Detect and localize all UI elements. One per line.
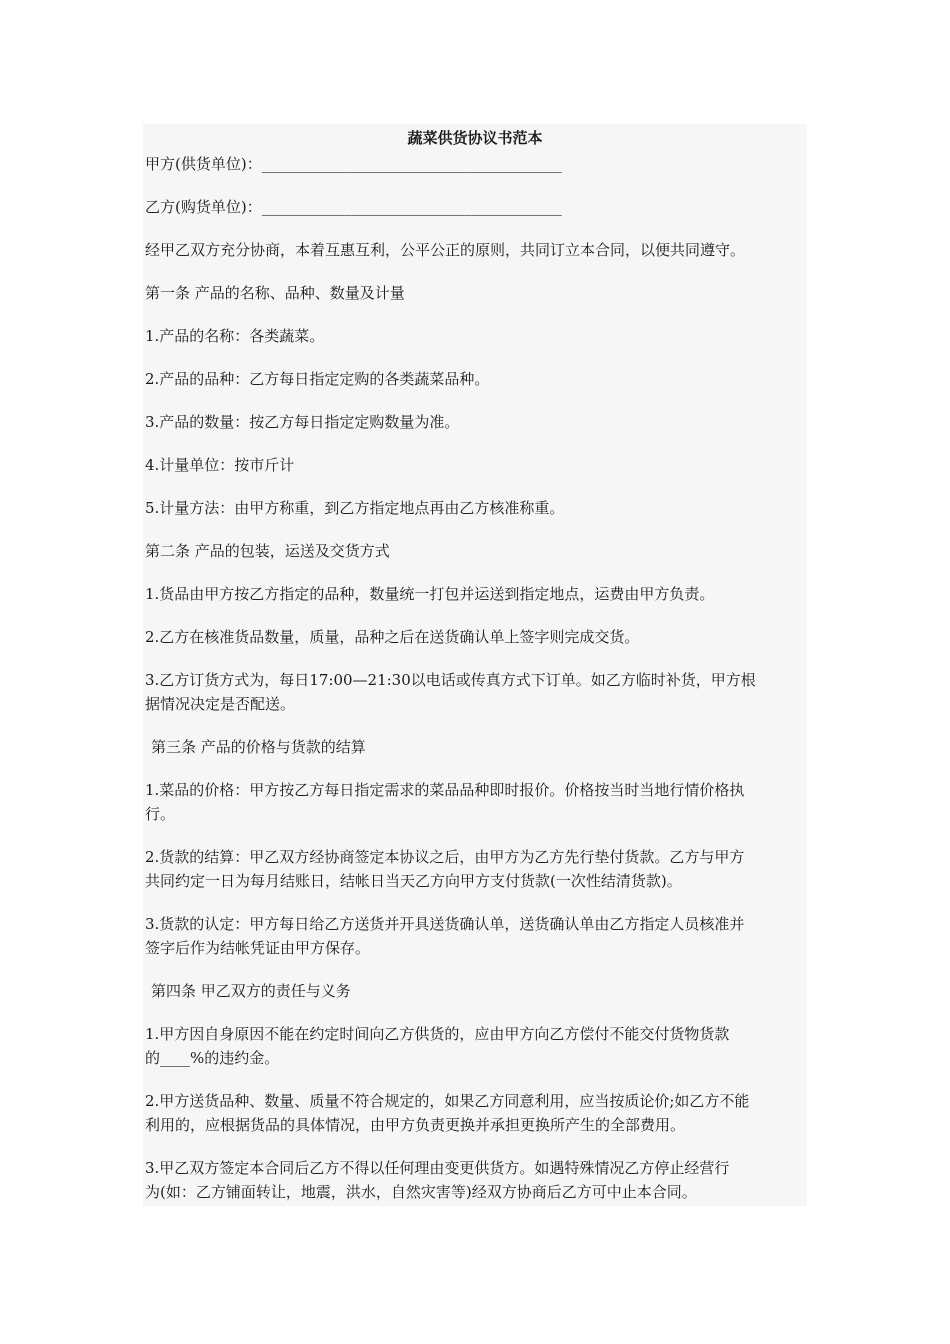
party-a-line: 甲方(供货单位)：________________________________________ (145, 155, 562, 173)
article3-item-continued: 行。 (145, 805, 176, 823)
article2-item-continued: 据情况决定是否配送。 (145, 695, 296, 713)
article4-heading: 第四条 甲乙双方的责任与义务 (151, 982, 351, 1000)
article3-heading: 第三条 产品的价格与货款的结算 (151, 738, 366, 756)
intro-paragraph: 经甲乙双方充分协商，本着互惠互利，公平公正的原则，共同订立本合同，以便共同遵守。 (145, 241, 746, 259)
party-b-line: 乙方(购货单位)：________________________________________ (145, 198, 562, 216)
article1-item: 3.产品的数量：按乙方每日指定定购数量为准。 (145, 413, 460, 431)
article1-heading: 第一条 产品的名称、品种、数量及计量 (145, 284, 405, 302)
article1-item: 2.产品的品种：乙方每日指定定购的各类蔬菜品种。 (145, 370, 490, 388)
article2-item: 1.货品由甲方按乙方指定的品种，数量统一打包并运送到指定地点，运费由甲方负责。 (145, 585, 715, 603)
article4-item-continued: 的____%的违约金。 (145, 1049, 280, 1067)
article1-item: 1.产品的名称：各类蔬菜。 (145, 327, 325, 345)
document-title: 蔬菜供货协议书范本 (407, 129, 543, 147)
article3-item: 1.菜品的价格：甲方按乙方每日指定需求的菜品品种即时报价。价格按当时当地行情价格执 (145, 781, 745, 799)
article3-item-continued: 签字后作为结帐凭证由甲方保存。 (145, 939, 371, 957)
article4-item-continued: 为(如：乙方铺面转让，地震，洪水，自然灾害等)经双方协商后乙方可中止本合同。 (145, 1183, 697, 1201)
article3-item: 2.货款的结算：甲乙双方经协商签定本协议之后，由甲方为乙方先行垫付货款。乙方与甲方 (145, 848, 745, 866)
article1-item: 4.计量单位：按市斤计 (145, 456, 295, 474)
article4-item: 2.甲方送货品种、数量、质量不符合规定的，如果乙方同意利用，应当按质论价;如乙方不能 (145, 1092, 750, 1110)
article2-item: 2.乙方在核准货品数量，质量，品种之后在送货确认单上签字则完成交货。 (145, 628, 640, 646)
article4-item: 1.甲方因自身原因不能在约定时间向乙方供货的，应由甲方向乙方偿付不能交付货物货款 (145, 1025, 730, 1043)
article3-item: 3.货款的认定：甲方每日给乙方送货并开具送货确认单，送货确认单由乙方指定人员核准并 (145, 915, 745, 933)
article2-heading: 第二条 产品的包装，运送及交货方式 (145, 542, 390, 560)
article4-item: 3.甲乙双方签定本合同后乙方不得以任何理由变更供货方。如遇特殊情况乙方停止经营行 (145, 1159, 730, 1177)
article3-item-continued: 共同约定一日为每月结账日，结帐日当天乙方向甲方支付货款(一次性结清货款)。 (145, 872, 682, 890)
document-page (143, 124, 807, 1206)
article4-item-continued: 利用的，应根据货品的具体情况，由甲方负责更换并承担更换所产生的全部费用。 (145, 1116, 686, 1134)
article1-item: 5.计量方法：由甲方称重，到乙方指定地点再由乙方核准称重。 (145, 499, 565, 517)
article2-item: 3.乙方订货方式为，每日17:00—21:30以电话或传真方式下订单。如乙方临时补货，甲方根 (145, 671, 756, 689)
